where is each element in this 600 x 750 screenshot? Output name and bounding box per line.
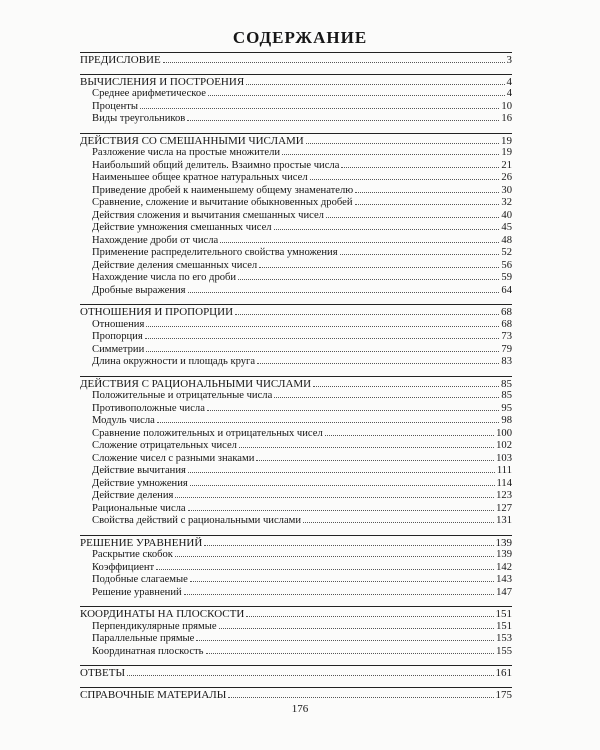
toc-entry-page: 103	[496, 452, 512, 464]
dot-leader	[341, 167, 499, 168]
toc-entry[interactable]	[80, 247, 512, 260]
toc-entry-page: 40	[501, 209, 512, 221]
toc-section-heading-page: 175	[495, 688, 512, 701]
toc-entry-label: Наибольший общий делитель. Взаимно простые числа	[92, 159, 340, 171]
toc-section	[80, 304, 512, 369]
toc-entry-page: 98	[501, 415, 512, 426]
dot-leader	[246, 616, 493, 617]
toc-section-heading[interactable]	[80, 306, 512, 319]
dot-leader	[206, 653, 495, 654]
toc-entry-page: 26	[501, 172, 512, 183]
dot-leader	[156, 569, 494, 570]
toc-entry-label: Сложение отрицательных чисел	[92, 440, 237, 451]
toc-entry[interactable]	[80, 113, 512, 126]
page-title: СОДЕРЖАНИЕ	[232, 28, 368, 47]
toc-entry[interactable]	[80, 331, 512, 344]
toc-entry[interactable]	[80, 172, 512, 185]
toc-entry-label: Симметрии	[92, 343, 145, 355]
toc-entry-page: 147	[496, 586, 512, 598]
dot-leader	[306, 143, 499, 144]
toc-section-heading[interactable]	[80, 537, 512, 550]
toc-entry[interactable]	[80, 453, 512, 466]
toc-entry[interactable]	[80, 403, 512, 416]
toc-entry-label: Отношения	[92, 318, 145, 330]
dot-leader	[256, 460, 494, 461]
toc-entry[interactable]	[80, 147, 512, 160]
table-of-contents	[80, 52, 512, 708]
dot-leader	[190, 485, 495, 486]
toc-entry[interactable]	[80, 235, 512, 248]
toc-section-heading-label: ДЕЙСТВИЯ С РАЦИОНАЛЬНЫМИ ЧИСЛАМИ	[80, 377, 312, 390]
dot-leader	[208, 95, 505, 96]
dot-leader	[282, 154, 499, 155]
toc-entry[interactable]	[80, 319, 512, 332]
dot-leader	[157, 422, 500, 423]
toc-section-heading-page: 161	[495, 667, 512, 679]
toc-entry-page: 4	[506, 88, 512, 99]
toc-section-heading[interactable]	[80, 378, 512, 391]
dot-leader	[246, 84, 504, 85]
toc-entry-page: 142	[496, 561, 512, 573]
toc-section-heading-page: 19	[501, 134, 512, 147]
toc-entry-page: 151	[496, 620, 512, 632]
toc-entry-label: Нахождение дроби от числа	[92, 234, 219, 246]
toc-entry-label: Координатная плоскость	[92, 645, 204, 657]
toc-entry-page: 30	[501, 184, 512, 196]
dot-leader	[187, 120, 499, 121]
toc-entry[interactable]	[80, 356, 512, 369]
toc-entry-page: 19	[501, 147, 512, 158]
toc-entry-label: Модуль числа	[92, 415, 155, 426]
dot-leader	[175, 556, 494, 557]
toc-entry[interactable]	[80, 415, 512, 428]
toc-entry[interactable]	[80, 390, 512, 403]
toc-entry[interactable]	[80, 222, 512, 235]
toc-section-heading-label: ОТНОШЕНИЯ И ПРОПОРЦИИ	[80, 306, 234, 318]
toc-entry-page: 64	[501, 284, 512, 296]
dot-leader	[146, 326, 499, 327]
dot-leader	[310, 179, 500, 180]
dot-leader	[259, 267, 499, 268]
toc-section	[80, 535, 512, 600]
dot-leader	[184, 594, 494, 595]
dot-leader	[355, 192, 499, 193]
toc-entry-page: 95	[501, 402, 512, 414]
toc-entry[interactable]	[80, 490, 512, 503]
toc-entry[interactable]	[80, 101, 512, 114]
toc-entry-label: Действие деления смешанных чисел	[92, 259, 258, 271]
toc-entry-page: 52	[501, 247, 512, 258]
toc-entry-page: 85	[501, 390, 512, 401]
toc-entry-label: Сложение чисел с разными знаками	[92, 452, 255, 464]
toc-entry-label: Нахождение числа по его дроби	[92, 272, 237, 283]
dot-leader	[207, 410, 499, 411]
toc-entry-page: 153	[496, 633, 512, 644]
dot-leader	[219, 628, 495, 629]
toc-entry-label: Приведение дробей к наименьшему общему знаменателю	[92, 184, 354, 196]
toc-section-heading-page: 85	[501, 377, 512, 390]
toc-section	[80, 74, 512, 126]
toc-entry-label: Свойства действий с рациональными числами	[92, 515, 302, 526]
dot-leader	[355, 204, 500, 205]
dot-leader	[235, 314, 499, 315]
toc-entry-label: Раскрытие скобок	[92, 549, 173, 560]
toc-section-heading-page: 4	[506, 75, 512, 88]
toc-entry[interactable]	[80, 503, 512, 516]
toc-entry-page: 100	[496, 427, 512, 439]
toc-section-heading[interactable]	[80, 135, 512, 148]
toc-section-heading[interactable]	[80, 689, 512, 702]
toc-entry-label: Действие вычитания	[92, 465, 186, 476]
toc-section-heading[interactable]	[80, 608, 512, 621]
dot-leader	[163, 62, 505, 63]
toc-entry-label: Применение распределительного свойства умножения	[92, 247, 338, 258]
dot-leader	[340, 254, 500, 255]
toc-section-heading-page: 139	[495, 536, 512, 549]
toc-entry[interactable]	[80, 562, 512, 575]
page-number: 176	[291, 703, 309, 715]
toc-entry[interactable]	[80, 344, 512, 357]
dot-leader	[274, 397, 499, 398]
dot-leader	[188, 472, 495, 473]
toc-entry-label: Положительные и отрицательные числа	[92, 390, 273, 401]
dot-leader	[274, 229, 500, 230]
toc-entry[interactable]	[80, 574, 512, 587]
toc-entry[interactable]	[80, 285, 512, 298]
toc-entry-label: Наименьшее общее кратное натуральных чисел	[92, 172, 308, 183]
toc-entry-page: 10	[501, 100, 512, 112]
toc-entry-label: Решение уравнений	[92, 586, 182, 598]
dot-leader	[127, 675, 493, 676]
toc-section-heading-page: 151	[495, 608, 512, 620]
toc-section-heading[interactable]	[80, 76, 512, 89]
dot-leader	[325, 435, 494, 436]
toc-entry-label: Пропорция	[92, 331, 143, 342]
toc-section-heading-label: ВЫЧИСЛЕНИЯ И ПОСТРОЕНИЯ	[80, 75, 245, 88]
toc-entry-label: Среднее арифметическое	[92, 88, 207, 99]
toc-section-heading-label: ДЕЙСТВИЯ СО СМЕШАННЫМИ ЧИСЛАМИ	[80, 134, 304, 147]
toc-entry-page: 68	[501, 318, 512, 330]
toc-entry-label: Действие умножения	[92, 477, 188, 489]
toc-entry-page: 102	[496, 440, 512, 451]
toc-entry-label: Разложение числа на простые множители	[92, 147, 281, 158]
toc-entry-page: 16	[501, 113, 512, 124]
toc-section	[80, 665, 512, 680]
dot-leader	[257, 363, 499, 364]
dot-leader	[146, 351, 499, 352]
toc-section-heading-label: ПРЕДИСЛОВИЕ	[80, 54, 161, 66]
toc-entry[interactable]	[80, 210, 512, 223]
toc-entry[interactable]	[80, 197, 512, 210]
toc-entry-page: 45	[501, 222, 512, 233]
toc-section-heading-page: 3	[506, 54, 512, 66]
toc-entry-page: 21	[501, 159, 512, 171]
dot-leader	[196, 640, 494, 641]
toc-entry-page: 79	[501, 343, 512, 355]
toc-section-heading-label: РЕШЕНИЕ УРАВНЕНИЙ	[80, 536, 203, 549]
dot-leader	[228, 697, 493, 698]
toc-entry-label: Рациональные числа	[92, 502, 186, 514]
toc-section-heading-page: 68	[501, 306, 512, 318]
toc-section-heading[interactable]	[80, 667, 512, 680]
dot-leader	[204, 545, 493, 546]
toc-entry-page: 143	[496, 574, 512, 585]
toc-entry-page: 73	[501, 331, 512, 342]
toc-entry-label: Длина окружности и площадь круга	[92, 356, 256, 367]
dot-leader	[140, 108, 499, 109]
dot-leader	[145, 338, 500, 339]
toc-entry-label: Коэффициент	[92, 561, 155, 573]
toc-section-heading-label: ОТВЕТЫ	[80, 667, 126, 679]
toc-section	[80, 606, 512, 658]
toc-entry[interactable]	[80, 621, 512, 634]
toc-entry[interactable]	[80, 515, 512, 528]
dot-leader	[303, 522, 494, 523]
dot-leader	[238, 279, 499, 280]
toc-entry[interactable]	[80, 646, 512, 659]
toc-entry-page: 111	[496, 465, 512, 476]
toc-entry[interactable]	[80, 160, 512, 173]
toc-entry-page: 59	[501, 272, 512, 283]
toc-entry-label: Параллельные прямые	[92, 633, 195, 644]
toc-entry[interactable]	[80, 587, 512, 600]
toc-entry-page: 155	[496, 645, 512, 657]
toc-entry[interactable]	[80, 465, 512, 478]
dot-leader	[313, 386, 499, 387]
toc-entry-label: Подобные слагаемые	[92, 574, 188, 585]
toc-entry-label: Действия сложения и вычитания смешанных чисел	[92, 209, 324, 221]
dot-leader	[220, 242, 499, 243]
toc-entry-label: Проценты	[92, 100, 139, 112]
toc-entry-label: Действие деления	[92, 490, 174, 501]
toc-entry[interactable]	[80, 260, 512, 273]
dot-leader	[326, 217, 499, 218]
toc-entry[interactable]	[80, 633, 512, 646]
toc-section	[80, 133, 512, 298]
dot-leader	[188, 510, 494, 511]
toc-entry-page: 127	[496, 502, 512, 514]
toc-entry[interactable]	[80, 88, 512, 101]
toc-entry-page: 123	[496, 490, 512, 501]
dot-leader	[190, 581, 494, 582]
toc-entry-page: 83	[501, 356, 512, 367]
toc-entry[interactable]	[80, 272, 512, 285]
toc-entry[interactable]	[80, 428, 512, 441]
toc-entry[interactable]	[80, 549, 512, 562]
dot-leader	[239, 447, 494, 448]
toc-entry-page: 131	[496, 515, 512, 526]
toc-entry-page: 56	[501, 259, 512, 271]
toc-entry-label: Сравнение, сложение и вычитание обыкновенных дробей	[92, 197, 353, 208]
toc-section	[80, 376, 512, 528]
toc-entry[interactable]	[80, 440, 512, 453]
toc-section	[80, 687, 512, 702]
toc-entry-label: Виды треугольников	[92, 113, 186, 124]
toc-entry-page: 139	[496, 549, 512, 560]
toc-entry-label: Дробные выражения	[92, 284, 186, 296]
toc-entry-page: 32	[501, 197, 512, 208]
toc-entry[interactable]	[80, 185, 512, 198]
toc-entry-label: Сравнение положительных и отрицательных чисел	[92, 427, 323, 439]
dot-leader	[188, 292, 500, 293]
toc-entry-label: Действие умножения смешанных чисел	[92, 222, 272, 233]
toc-entry-page: 114	[496, 477, 512, 489]
toc-entry-label: Противоположные числа	[92, 402, 205, 414]
dot-leader	[175, 497, 494, 498]
toc-entry-label: Перпендикулярные прямые	[92, 620, 217, 632]
toc-section	[80, 52, 512, 67]
toc-section-heading[interactable]	[80, 54, 512, 67]
toc-entry[interactable]	[80, 478, 512, 491]
toc-section-heading-label: КООРДИНАТЫ НА ПЛОСКОСТИ	[80, 608, 245, 620]
toc-section-heading-label: СПРАВОЧНЫЕ МАТЕРИАЛЫ	[80, 688, 227, 701]
toc-entry-page: 48	[501, 234, 512, 246]
